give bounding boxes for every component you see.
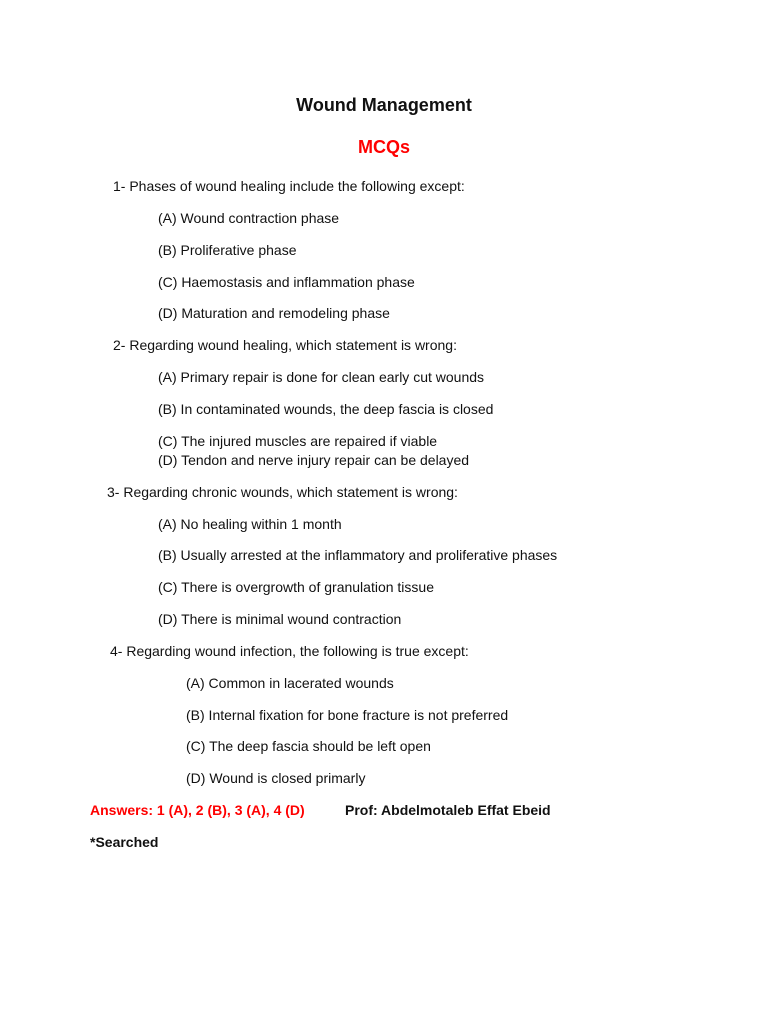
question-4-stem: 4- Regarding wound infection, the following is true except: [110,643,469,659]
question-1-option-b: (B) Proliferative phase [158,242,297,258]
question-2-option-a: (A) Primary repair is done for clean early cut wounds [158,369,485,385]
document-title: Wound Management [296,95,472,115]
searched-note: *Searched [90,834,159,850]
question-1-option-d: (D) Maturation and remodeling phase [158,305,390,321]
question-4-option-b: (B) Internal fixation for bone fracture is not preferred [186,707,509,723]
question-2-option-d: (D) Tendon and nerve injury repair can be delayed [158,452,470,468]
question-2-option-c: (C) The injured muscles are repaired if viable [158,433,438,449]
question-3-option-c: (C) There is overgrowth of granulation tissue [158,579,434,595]
question-1-option-a: (A) Wound contraction phase [158,210,340,226]
author-name: Prof: Abdelmotaleb Effat Ebeid [345,802,551,818]
question-3-stem: 3- Regarding chronic wounds, which statement is wrong: [107,484,458,500]
question-2-stem: 2- Regarding wound healing, which statement is wrong: [113,337,457,353]
document-subtitle: MCQs [357,137,410,157]
question-3-option-b: (B) Usually arrested at the inflammatory and proliferative phases [158,547,558,563]
question-2-option-b: (B) In contaminated wounds, the deep fascia is closed [158,401,494,417]
question-4-option-d: (D) Wound is closed primarly [186,770,366,786]
question-3-option-a: (A) No healing within 1 month [158,516,342,532]
question-4-option-c: (C) The deep fascia should be left open [186,738,431,754]
question-3-option-d: (D) There is minimal wound contraction [158,611,402,627]
question-1-option-c: (C) Haemostasis and inflammation phase [158,274,415,290]
question-4-option-a: (A) Common in lacerated wounds [186,675,394,691]
answers-line: Answers: 1 (A), 2 (B), 3 (A), 4 (D) [90,802,305,818]
question-1-stem: 1- Phases of wound healing include the following except: [113,178,465,194]
